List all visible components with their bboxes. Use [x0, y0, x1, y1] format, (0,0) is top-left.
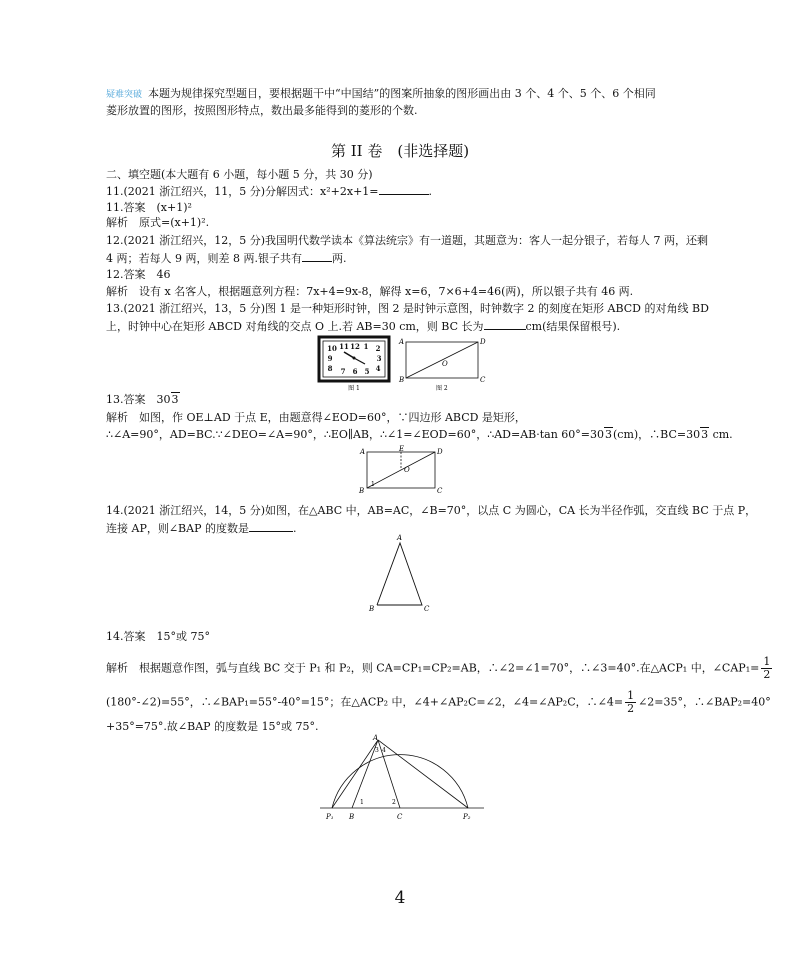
svg-text:4: 4 — [382, 747, 386, 754]
q12-stem-1: 12.(2021 浙江绍兴，12，5 分)我国明代数学读本《算法统宗》有一道题，其题意为：客人一起分银子，若每人 7 两，还剩 — [106, 234, 709, 247]
svg-text:3: 3 — [375, 747, 379, 754]
intro-line-1: 疑难突破 本题为规律探究型题目，要根据题干中“中国结”的图案所抽象的图形画出由 3 个、4 个、5 个、6 个相同 — [106, 87, 656, 100]
svg-text:1: 1 — [360, 799, 364, 806]
clock-number: 9 — [327, 354, 333, 363]
q13-stem-2: 上，时钟中心在矩形 ABCD 对角线的交点 O 上.若 AB=30 cm，则 BC 长为 cm(结果保留根号). — [106, 320, 621, 333]
label-b: B — [399, 376, 405, 384]
clock-number: 6 — [352, 367, 358, 376]
q14-solution-figure — [318, 732, 488, 822]
q11-stem: 11.(2021 浙江绍兴，11，5 分)分解因式：x²+2x+1= . — [106, 185, 433, 198]
section-title: 第 II 卷 (非选择题) — [330, 142, 470, 160]
answer-blank — [484, 319, 526, 330]
q13-solution-figure — [355, 444, 447, 496]
svg-text:A: A — [373, 734, 379, 742]
q12-analysis: 解析 设有 x 名客人，根据题意列方程：7x+4=9x-8，解得 x=6，7×6+4=46(两)，所以银子共有 46 两. — [106, 285, 634, 298]
q14-analysis-1: 解析 根据题意作图，弧与直线 BC 交于 P₁ 和 P₂，则 CA=CP₁=CP₂=AB，∴∠2=∠1=70°，∴∠3=40°.在△ACP₁ 中，∠CAP₁= $\frac{1}{2}$ — [106, 655, 771, 681]
clock-number: 3 — [376, 354, 382, 363]
q14-analysis-3: +35°=75°.故∠BAP 的度数是 15°或 75°. — [106, 720, 319, 733]
fraction: $\frac{1}{2}$ — [627, 689, 635, 715]
svg-text:1: 1 — [371, 481, 375, 488]
section-header: 二、填空题(本大题有 6 小题，每小题 5 分，共 30 分) — [106, 168, 373, 181]
intro-line-2: 菱形放置的图形，按照图形特点，数出最多能得到的菱形的个数. — [106, 104, 418, 117]
svg-text:D: D — [437, 448, 443, 456]
svg-text:C: C — [424, 605, 430, 613]
q14-stem-2: 连接 AP，则∠BAP 的度数是 . — [106, 522, 297, 535]
page-number: 4 — [394, 888, 406, 908]
fraction: $\frac{1}{2}$ — [763, 655, 771, 681]
clock-number: 8 — [327, 364, 333, 373]
answer-blank — [249, 521, 293, 532]
q13-analysis-2: ∴∠A=90°，AD=BC.∵∠DEO=∠A=90°，∴EO∥AB，∴∠1=∠EOD=60°，∴AD=AB·tan 60°=303(cm)，∴BC=303 cm. — [106, 428, 733, 441]
clock-number: 2 — [375, 344, 381, 353]
svg-text:P₁: P₁ — [326, 813, 334, 821]
svg-text:B: B — [359, 487, 365, 495]
svg-text:E: E — [399, 445, 405, 453]
clock-number: 12 — [350, 342, 360, 351]
sqrt: 3 — [171, 393, 179, 406]
svg-text:C: C — [437, 487, 443, 495]
q11-answer: 11.答案 (x+1)² — [106, 201, 192, 214]
fig2-caption: 图 2 — [436, 385, 448, 392]
svg-text:O: O — [404, 466, 410, 474]
fig1-caption: 图 1 — [348, 385, 360, 392]
label-a: A — [399, 338, 405, 346]
figure-1-clock — [318, 336, 390, 392]
q13-stem-1: 13.(2021 浙江绍兴，13，5 分)图 1 是一种矩形时钟，图 2 是时钟示意图，时钟数字 2 的刻度在矩形 ABCD 的对角线 BD — [106, 302, 709, 315]
clock-number: 10 — [327, 344, 337, 353]
q12-stem-2: 4 两；若每人 9 两，则差 8 两.银子共有 两. — [106, 252, 347, 265]
svg-text:2: 2 — [392, 799, 396, 806]
answer-blank — [379, 184, 429, 195]
label-d: D — [480, 338, 486, 346]
svg-text:B: B — [369, 605, 375, 613]
svg-text:P₂: P₂ — [463, 813, 471, 821]
q14-triangle-figure — [365, 533, 437, 615]
figure-2-rectangle — [398, 336, 488, 392]
q14-answer: 14.答案 15°或 75° — [106, 630, 210, 643]
clock-number: 1 — [363, 342, 369, 351]
q12-answer: 12.答案 46 — [106, 268, 171, 281]
arc — [332, 755, 468, 808]
tip-tag: 疑难突破 — [106, 90, 143, 100]
label-c: C — [480, 376, 486, 384]
clock-number: 5 — [364, 367, 370, 376]
q11-analysis: 解析 原式=(x+1)². — [106, 216, 210, 229]
svg-text:A: A — [397, 534, 403, 542]
q13-answer: 13.答案 303 — [106, 393, 179, 406]
q14-analysis-2: (180°-∠2)=55°，∴∠BAP₁=55°-40°=15°；在△ACP₂ 中，∠4+∠AP₂C=∠2，∠4=∠AP₂C，∴∠4= $\frac{1}{2}$ ∠2=35°，∴∠BAP₂=40° — [106, 689, 771, 715]
clock-number: 11 — [339, 342, 349, 351]
svg-text:A: A — [360, 448, 366, 456]
q14-stem-1: 14.(2021 浙江绍兴，14，5 分)如图，在△ABC 中，AB=AC，∠B=70°，以点 C 为圆心，CA 长为半径作弧，交直线 BC 于点 P， — [106, 504, 757, 517]
q13-analysis-1: 解析 如图，作 OE⊥AD 于点 E，由题意得∠EOD=60°，∵四边形 ABCD 是矩形， — [106, 411, 526, 424]
label-o: O — [442, 360, 448, 368]
svg-text:B: B — [349, 813, 355, 821]
clock-number: 7 — [340, 367, 346, 376]
clock-number: 4 — [375, 364, 381, 373]
answer-blank — [302, 251, 332, 262]
svg-text:C: C — [397, 813, 403, 821]
